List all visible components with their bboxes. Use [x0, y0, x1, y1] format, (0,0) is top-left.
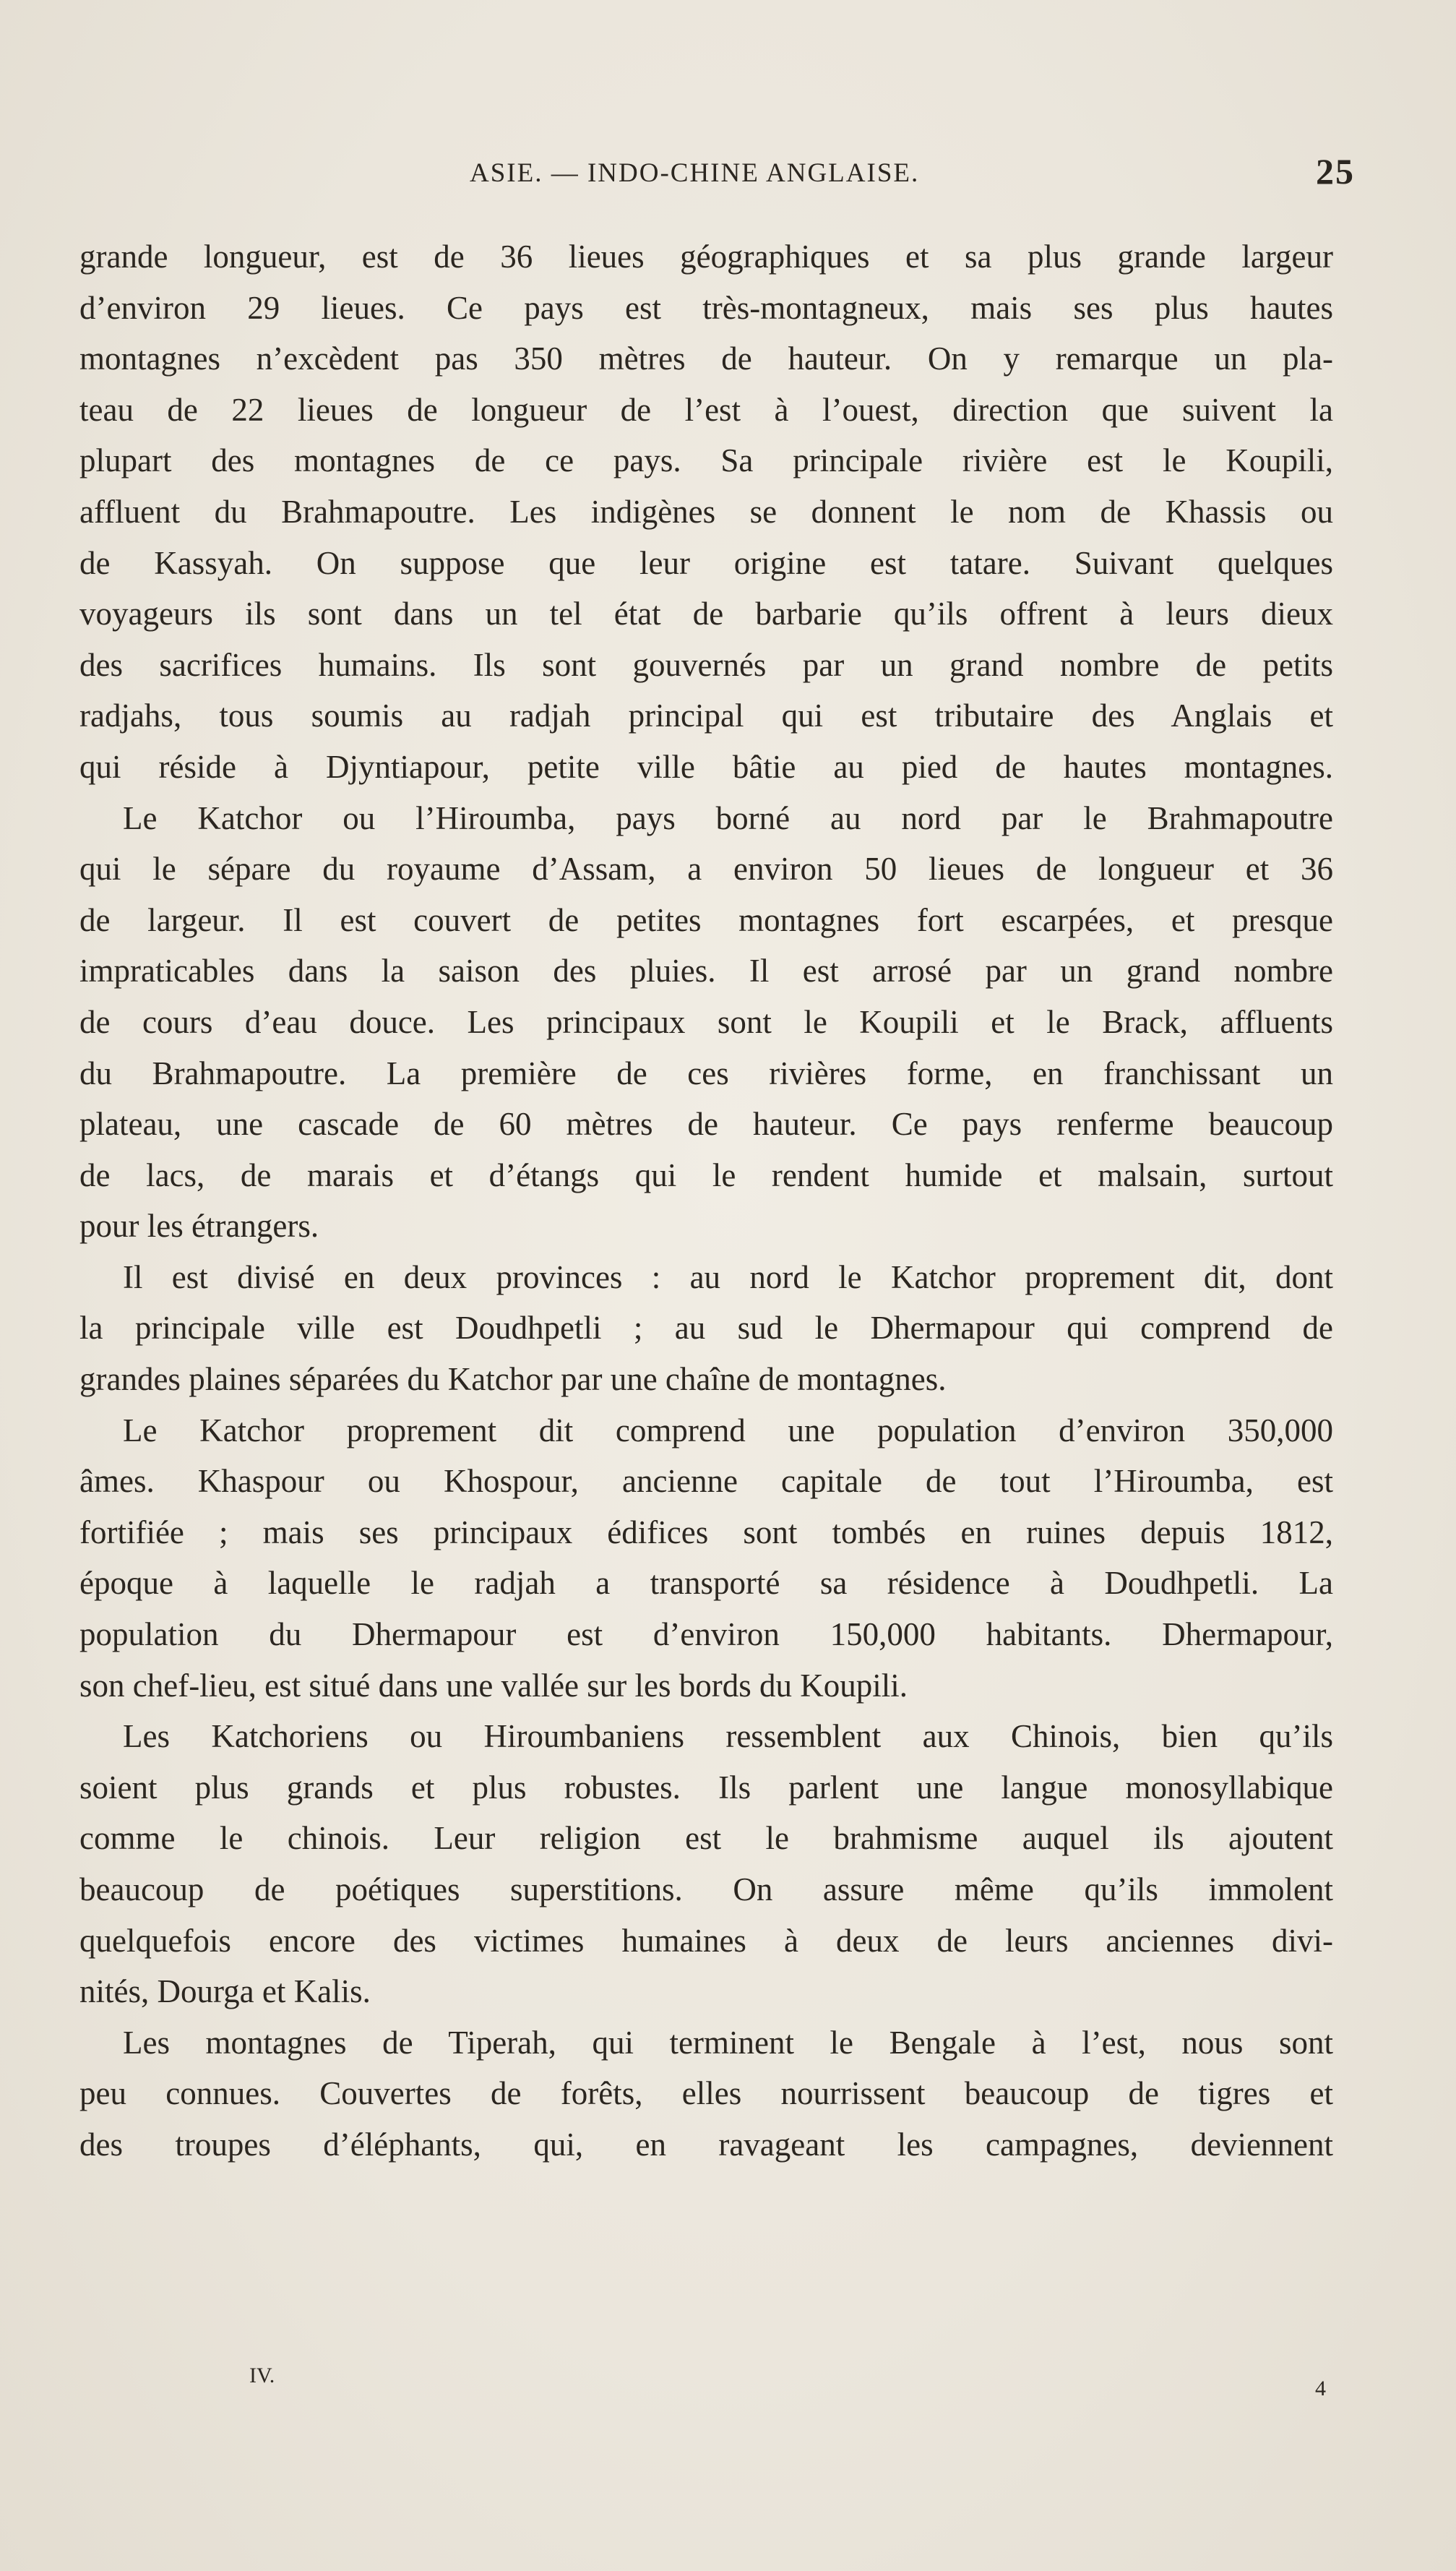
sheet-number: 4 — [1315, 2377, 1326, 2400]
text-line: de largeur. Il est couvert de petites montagnes fort escarpées, et presque — [79, 901, 1333, 938]
text-line: âmes. Khaspour ou Khospour, ancienne capitale de tout l’Hiroumba, est — [79, 1463, 1333, 1500]
text-line: de lacs, de marais et d’étangs qui le rendent humide et malsain, surtout — [79, 1156, 1333, 1193]
text-line: plupart des montagnes de ce pays. Sa principale rivière est le Koupili, — [79, 442, 1333, 479]
text-line: peu connues. Couvertes de forêts, elles nourrissent beaucoup de tigres et — [79, 2075, 1333, 2112]
text-line: de cours d’eau douce. Les principaux sont le Koupili et le Brack, affluents — [79, 1003, 1333, 1040]
text-line: d’environ 29 lieues. Ce pays est très-montagneux, mais ses plus hautes — [79, 289, 1333, 326]
text-line: son chef-lieu, est situé dans une vallée sur les bords du Koupili. — [79, 1667, 908, 1704]
text-line: qui réside à Djyntiapour, petite ville bâtie au pied de hautes montagnes. — [79, 748, 1333, 785]
text-line: Les Katchoriens ou Hiroumbaniens ressemblent aux Chinois, bien qu’ils — [123, 1718, 1333, 1755]
text-line: quelquefois encore des victimes humaines à deux de leurs anciennes divi- — [79, 1922, 1333, 1959]
text-line: plateau, une cascade de 60 mètres de hauteur. Ce pays renferme beaucoup — [79, 1106, 1333, 1143]
text-line: du Brahmapoutre. La première de ces rivières forme, en franchissant un — [79, 1055, 1333, 1091]
text-line: la principale ville est Doudhpetli ; au sud le Dhermapour qui comprend de — [79, 1310, 1333, 1347]
text-line: qui le sépare du royaume d’Assam, a environ 50 lieues de longueur et 36 — [79, 851, 1333, 888]
text-line: radjahs, tous soumis au radjah principal qui est tributaire des Anglais et — [79, 698, 1333, 734]
text-line: Le Katchor ou l’Hiroumba, pays borné au nord par le Brahmapoutre — [123, 799, 1333, 836]
text-line: de Kassyah. On suppose que leur origine est tatare. Suivant quelques — [79, 544, 1333, 581]
page-footer — [79, 2364, 1355, 2400]
text-line: époque à laquelle le radjah a transporté sa résidence à Doudhpetli. La — [79, 1565, 1333, 1602]
page-number: 25 — [1316, 151, 1355, 192]
body-text — [79, 231, 1333, 2171]
text-line: voyageurs ils sont dans un tel état de barbarie qu’ils offrent à leurs dieux — [79, 596, 1333, 632]
text-line: fortifiée ; mais ses principaux édifices sont tombés en ruines depuis 1812, — [79, 1514, 1333, 1550]
text-line: Le Katchor proprement dit comprend une population d’environ 350,000 — [123, 1412, 1333, 1448]
text-line: Les montagnes de Tiperah, qui terminent le Bengale à l’est, nous sont — [123, 2024, 1333, 2061]
text-line: soient plus grands et plus robustes. Ils parlent une langue monosyllabique — [79, 1769, 1333, 1806]
text-line: impraticables dans la saison des pluies. Il est arrosé par un grand nombre — [79, 953, 1333, 990]
text-line: affluent du Brahmapoutre. Les indigènes se donnent le nom de Khassis ou — [79, 493, 1333, 530]
text-line: montagnes n’excèdent pas 350 mètres de hauteur. On y remarque un pla- — [79, 340, 1333, 377]
text-line: pour les étrangers. — [79, 1208, 319, 1245]
text-line: comme le chinois. Leur religion est le brahmisme auquel ils ajoutent — [79, 1820, 1333, 1857]
text-line: beaucoup de poétiques superstitions. On assure même qu’ils immolent — [79, 1871, 1333, 1907]
text-line: Il est divisé en deux provinces : au nord le Katchor proprement dit, dont — [123, 1258, 1333, 1295]
text-line: nités, Dourga et Kalis. — [79, 1973, 371, 2010]
running-head — [79, 150, 1355, 194]
text-line: grandes plaines séparées du Katchor par une chaîne de montagnes. — [79, 1361, 947, 1398]
running-title: ASIE. — INDO-CHINE ANGLAISE. — [470, 158, 920, 188]
text-line: population du Dhermapour est d’environ 150,000 habitants. Dhermapour, — [79, 1616, 1333, 1653]
signature-mark: IV. — [249, 2364, 275, 2387]
text-line: teau de 22 lieues de longueur de l’est à l’ouest, direction que suivent la — [79, 391, 1333, 428]
text-line: grande longueur, est de 36 lieues géographiques et sa plus grande largeur — [79, 239, 1333, 275]
text-line: des troupes d’éléphants, qui, en ravageant les campagnes, deviennent — [79, 2126, 1333, 2163]
text-line: des sacrifices humains. Ils sont gouvernés par un grand nombre de petits — [79, 646, 1333, 683]
